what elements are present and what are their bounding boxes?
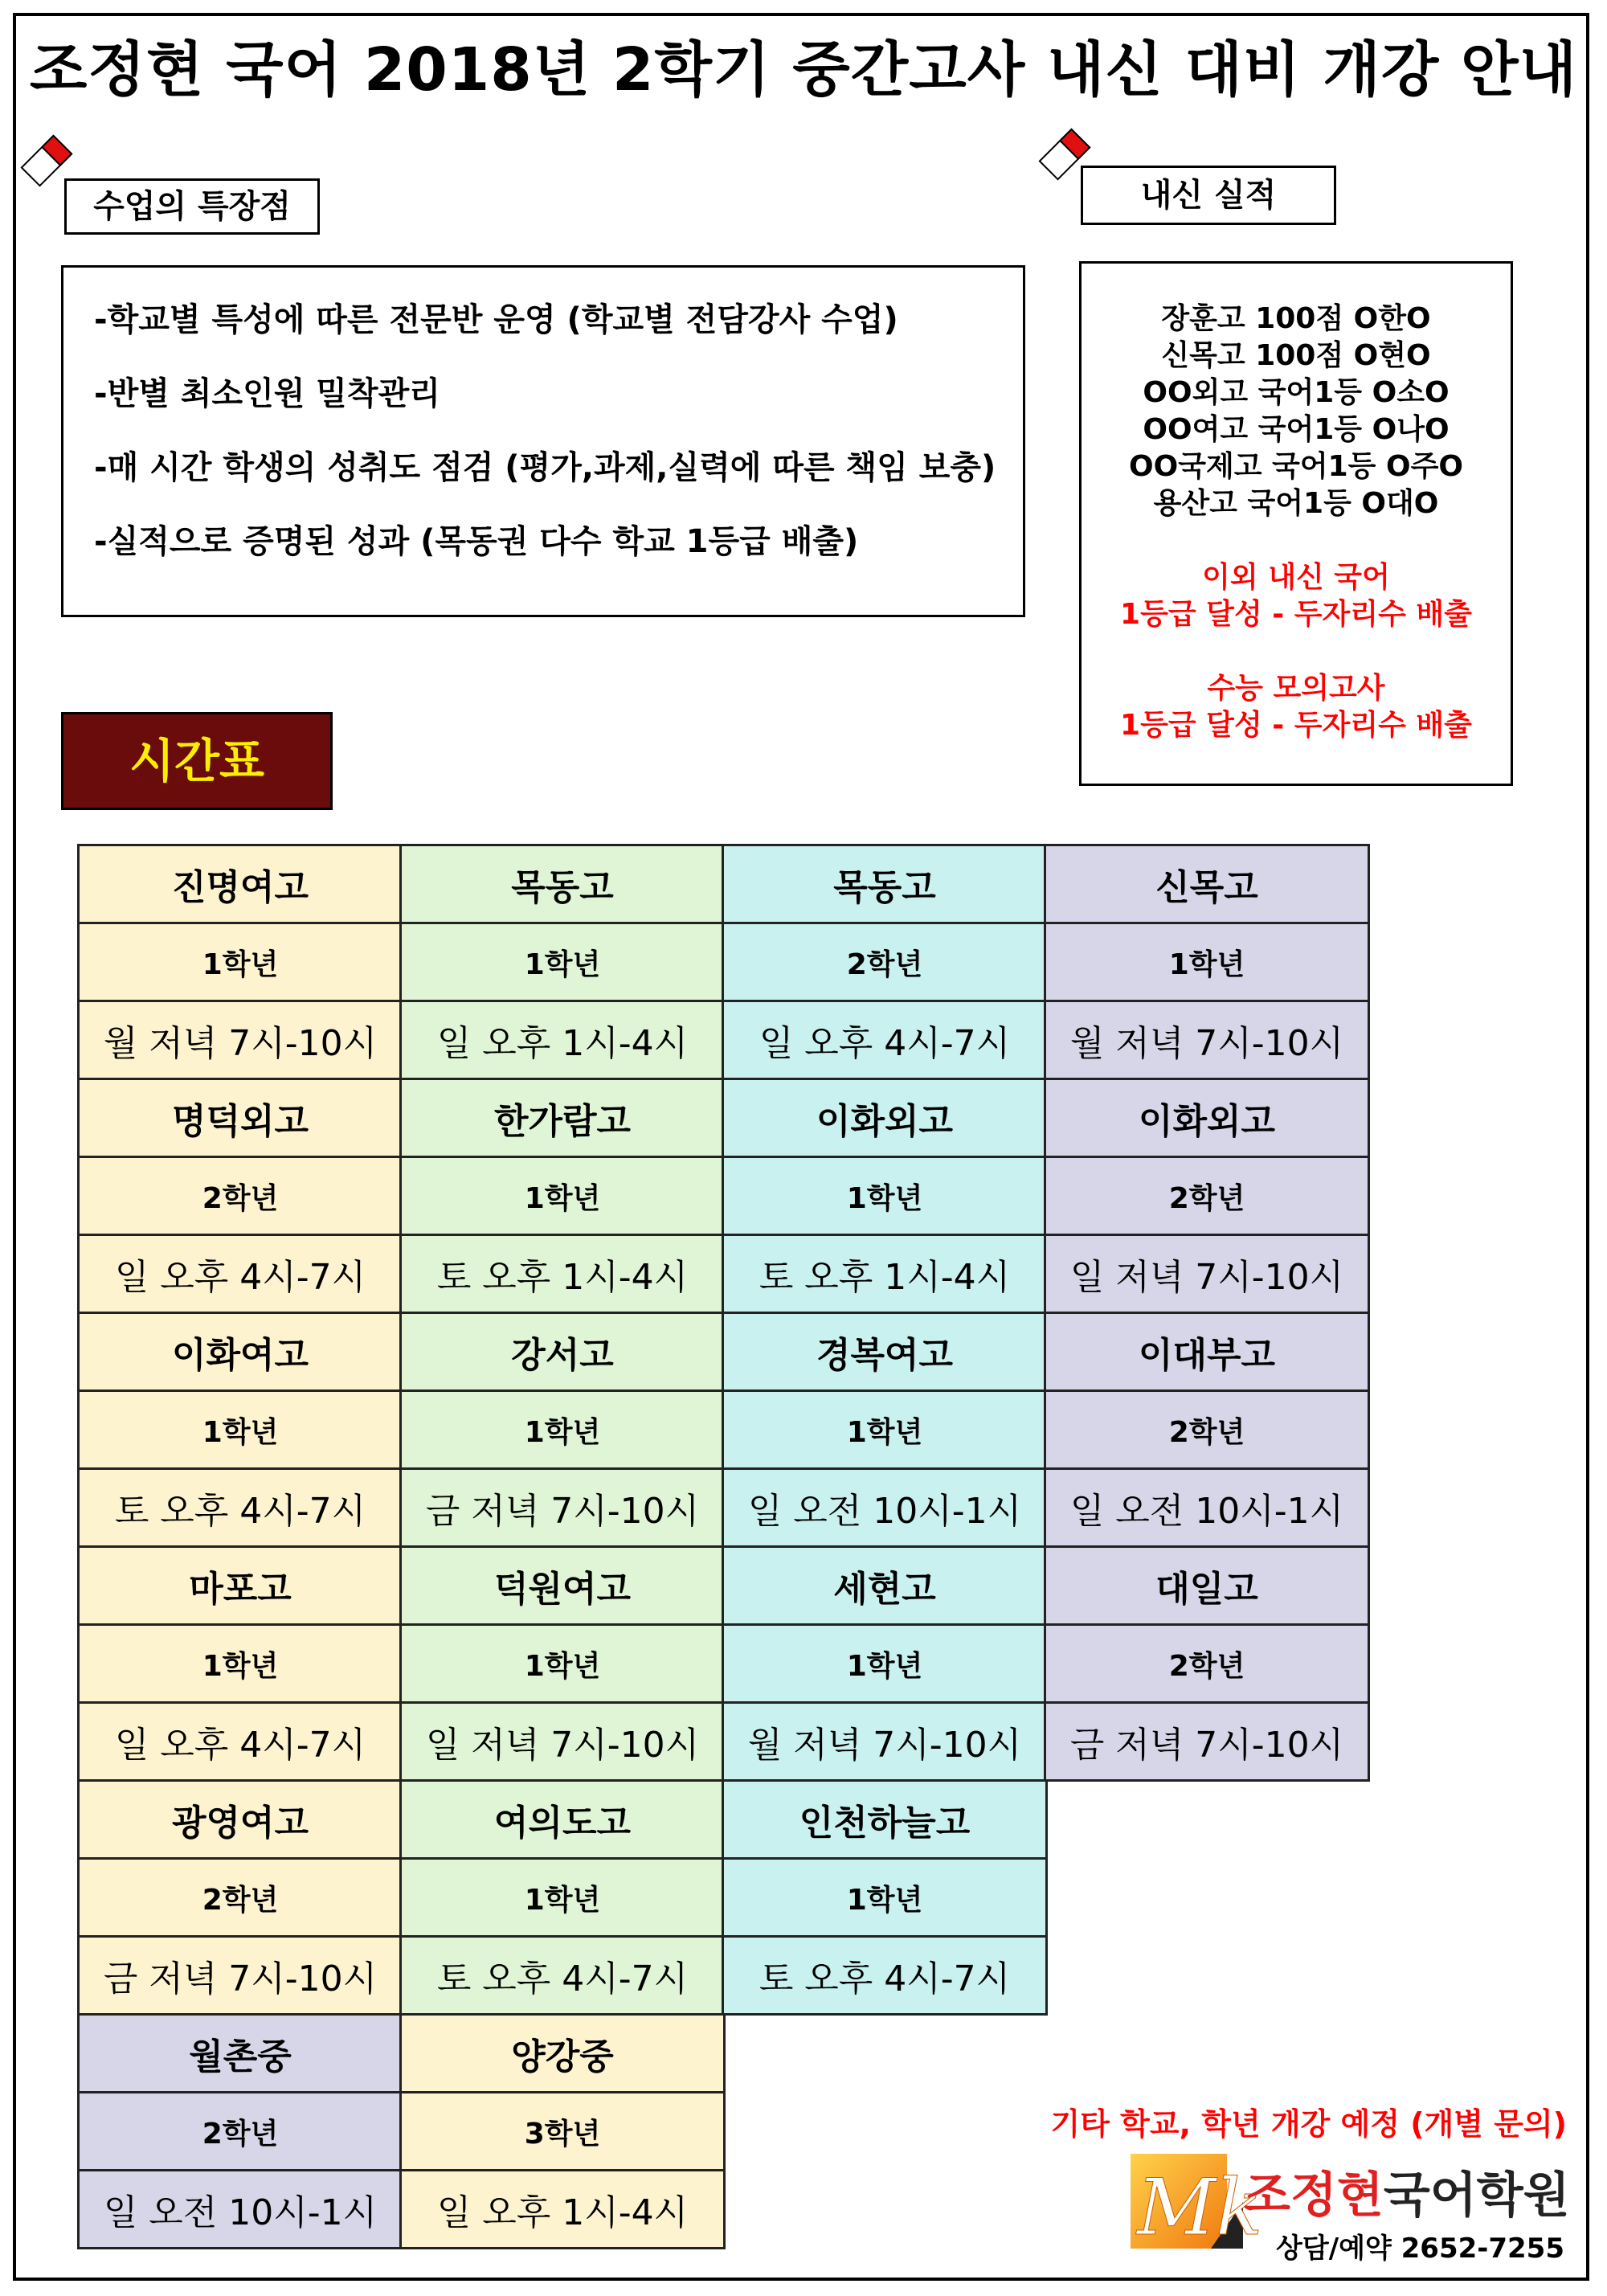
timetable-time-cell: 일 오후 1시-4시 — [399, 1000, 726, 1080]
feature-item: -반별 최소인원 밀착관리 — [94, 375, 440, 412]
result-highlight: 1등급 달성 - 두자리수 배출 — [1120, 598, 1472, 631]
timetable-school-cell: 덕원여고 — [399, 1545, 726, 1626]
timetable-time-cell: 토 오후 1시-4시 — [722, 1234, 1048, 1314]
timetable-school-cell: 이화여고 — [77, 1312, 403, 1392]
academy-name-owner: 조정현 — [1244, 2167, 1384, 2224]
academy-name-type: 국어학원 — [1383, 2167, 1570, 2224]
timetable-grade-cell: 1학년 — [399, 1389, 726, 1470]
timetable-grade-cell: 2학년 — [77, 2091, 403, 2171]
result-item: OO외고 국어1등 O소O — [1143, 376, 1450, 409]
timetable-grade-cell: 1학년 — [399, 1623, 726, 1704]
timetable-school-cell: 이화외고 — [1044, 1078, 1370, 1158]
academy-logo — [1131, 2154, 1263, 2253]
timetable-time-cell: 월 저녁 7시-10시 — [722, 1701, 1048, 1782]
result-highlight: 이외 내신 국어 — [1202, 561, 1390, 594]
timetable-time-cell: 일 저녁 7시-10시 — [1044, 1234, 1370, 1314]
timetable-time-cell: 토 오후 4시-7시 — [77, 1467, 403, 1548]
timetable-grade-cell: 2학년 — [77, 1156, 403, 1236]
timetable-grade-cell: 1학년 — [77, 922, 403, 1002]
results-label: 내신 실적 — [1081, 166, 1336, 225]
result-item: 신목고 100점 O현O — [1161, 339, 1431, 372]
timetable-school-cell: 대일고 — [1044, 1545, 1370, 1626]
result-highlight: 1등급 달성 - 두자리수 배출 — [1120, 709, 1472, 742]
timetable-time-cell: 일 오후 4시-7시 — [77, 1701, 403, 1782]
timetable-time-cell: 금 저녁 7시-10시 — [1044, 1701, 1370, 1782]
timetable-grade-cell: 1학년 — [77, 1389, 403, 1470]
feature-item: -매 시간 학생의 성취도 점검 (평가,과제,실력에 따른 책임 보충) — [94, 449, 996, 486]
timetable-school-cell: 세현고 — [722, 1545, 1048, 1626]
timetable-school-cell: 월촌중 — [77, 2013, 403, 2093]
timetable-time-cell: 일 오후 4시-7시 — [77, 1234, 403, 1314]
timetable-school-cell: 목동고 — [722, 844, 1048, 924]
timetable-grade-cell: 1학년 — [399, 922, 726, 1002]
other-schools-note: 기타 학교, 학년 개강 예정 (개별 문의) — [1050, 2106, 1567, 2142]
timetable-grade-cell: 1학년 — [77, 1623, 403, 1704]
result-item: 용산고 국어1등 O대O — [1153, 487, 1439, 520]
features-label: 수업의 특장점 — [64, 178, 320, 235]
timetable-time-cell: 일 오후 1시-4시 — [399, 2169, 726, 2249]
timetable-time-cell: 월 저녁 7시-10시 — [77, 1000, 403, 1080]
timetable-grade-cell: 2학년 — [1044, 1156, 1370, 1236]
timetable-grade-cell: 1학년 — [1044, 922, 1370, 1002]
logo-text: Mk — [1137, 2163, 1263, 2253]
timetable-time-cell: 월 저녁 7시-10시 — [1044, 1000, 1370, 1080]
timetable-time-cell: 일 오후 4시-7시 — [722, 1000, 1048, 1080]
timetable-grade-cell: 1학년 — [399, 1156, 726, 1236]
timetable-time-cell: 일 저녁 7시-10시 — [399, 1701, 726, 1782]
timetable-grade-cell: 1학년 — [399, 1857, 726, 1938]
timetable-time-cell: 일 오전 10시-1시 — [722, 1467, 1048, 1548]
features-box — [61, 265, 1025, 617]
timetable-school-cell: 한가람고 — [399, 1078, 726, 1158]
contact-info: 상담/예약 2652-7255 — [1276, 2233, 1564, 2265]
timetable-school-cell: 광영여고 — [77, 1779, 403, 1860]
result-item: OO여고 국어1등 O나O — [1143, 413, 1450, 446]
timetable-school-cell: 여의도고 — [399, 1779, 726, 1860]
timetable-grade-cell: 2학년 — [1044, 1623, 1370, 1704]
result-item: OO국제고 국어1등 O주O — [1129, 450, 1463, 483]
timetable-school-cell: 이대부고 — [1044, 1312, 1370, 1392]
academy-name — [1244, 2157, 1570, 2226]
timetable-grade-cell: 1학년 — [722, 1623, 1048, 1704]
timetable-school-cell: 강서고 — [399, 1312, 726, 1392]
results-box — [1079, 261, 1513, 786]
timetable-time-cell: 일 오전 10시-1시 — [77, 2169, 403, 2249]
feature-item: -학교별 특성에 따른 전문반 운영 (학교별 전담강사 수업) — [94, 301, 898, 338]
timetable-school-cell: 마포고 — [77, 1545, 403, 1626]
timetable-time-cell: 금 저녁 7시-10시 — [399, 1467, 726, 1548]
timetable-school-cell: 경복여고 — [722, 1312, 1048, 1392]
timetable-time-cell: 토 오후 1시-4시 — [399, 1234, 726, 1314]
result-highlight: 수능 모의고사 — [1207, 672, 1385, 705]
timetable-grade-cell: 2학년 — [77, 1857, 403, 1938]
timetable-grade-cell: 1학년 — [722, 1156, 1048, 1236]
timetable-school-cell: 양강중 — [399, 2013, 726, 2093]
timetable-school-cell: 목동고 — [399, 844, 726, 924]
timetable-label: 시간표 — [61, 712, 333, 810]
timetable-school-cell: 이화외고 — [722, 1078, 1048, 1158]
timetable-grade-cell: 2학년 — [1044, 1389, 1370, 1470]
timetable-time-cell: 토 오후 4시-7시 — [722, 1935, 1048, 2016]
timetable-school-cell: 명덕외고 — [77, 1078, 403, 1158]
feature-item: -실적으로 증명된 성과 (목동권 다수 학교 1등급 배출) — [94, 523, 859, 560]
timetable-school-cell: 신목고 — [1044, 844, 1370, 924]
timetable-time-cell: 토 오후 4시-7시 — [399, 1935, 726, 2016]
timetable-school-cell: 진명여고 — [77, 844, 403, 924]
tag-marker-icon — [22, 137, 71, 185]
page-title: 조정현 국어 2018년 2학기 중간고사 내신 대비 개강 안내 — [29, 35, 1578, 104]
timetable-time-cell: 일 오전 10시-1시 — [1044, 1467, 1370, 1548]
timetable-school-cell: 인천하늘고 — [722, 1779, 1048, 1860]
timetable-grade-cell: 1학년 — [722, 1857, 1048, 1938]
timetable-grade-cell: 1학년 — [722, 1389, 1048, 1470]
timetable-grade-cell: 3학년 — [399, 2091, 726, 2171]
timetable-grade-cell: 2학년 — [722, 922, 1048, 1002]
timetable-time-cell: 금 저녁 7시-10시 — [77, 1935, 403, 2016]
result-item: 장훈고 100점 O한O — [1161, 302, 1431, 335]
